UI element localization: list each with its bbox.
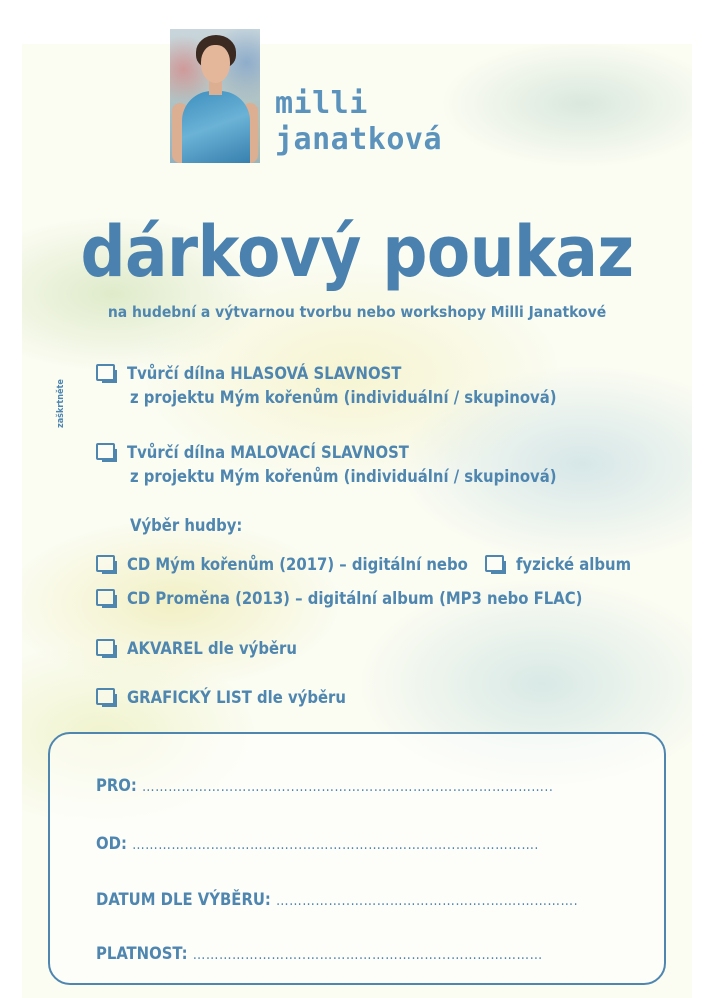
- voucher-subtitle: na hudební a výtvarnou tvorbu nebo workshopy Milli Janatkové: [107, 303, 607, 321]
- option-label: GRAFICKÝ LIST dle výběru: [127, 688, 346, 707]
- music-heading: Výběr hudby:: [130, 516, 243, 535]
- option-graficky-list[interactable]: [96, 686, 346, 710]
- photo-dress: [182, 91, 250, 163]
- option-malovaci-slavnost[interactable]: [96, 441, 557, 489]
- option-label: CD Proměna (2013) – digitální album (MP3 nebo FLAC): [127, 589, 583, 608]
- checkbox-physical[interactable]: [485, 555, 504, 572]
- option-akvarel[interactable]: [96, 637, 297, 661]
- option-cd-mym-korenum[interactable]: [96, 553, 631, 577]
- option-label: AKVAREL dle výběru: [127, 639, 297, 658]
- checkbox[interactable]: [96, 364, 115, 381]
- field-pro-label: PRO:: [96, 776, 137, 795]
- option-label-physical: fyzické album: [515, 555, 632, 574]
- checkbox[interactable]: [96, 555, 115, 572]
- field-od-line[interactable]: ………………………………...……………………………..……………….: [132, 837, 539, 853]
- brand-last-name: janatková: [275, 122, 443, 157]
- checkbox[interactable]: [96, 589, 115, 606]
- field-datum-label: DATUM DLE VÝBĚRU:: [96, 890, 271, 909]
- field-platnost-label: PLATNOST:: [96, 944, 188, 963]
- brand-first-name: milli: [275, 86, 368, 121]
- option-sublabel: z projektu Mým kořenům (individuální / skupinová): [130, 467, 557, 486]
- option-sublabel: z projektu Mým kořenům (individuální / skupinová): [130, 388, 557, 407]
- portrait-photo: [170, 29, 260, 163]
- field-pro-line[interactable]: ……………………………..…………………………...……………………..: [142, 779, 554, 795]
- checkbox[interactable]: [96, 688, 115, 705]
- option-label: Tvůrčí dílna HLASOVÁ SLAVNOST: [127, 364, 402, 383]
- field-platnost[interactable]: [96, 944, 543, 963]
- brand-name: [275, 86, 442, 158]
- option-label: CD Mým kořenům (2017) – digitální nebo: [127, 555, 468, 574]
- field-datum[interactable]: [96, 890, 578, 909]
- voucher-title: dárkový poukaz: [80, 211, 634, 293]
- field-platnost-line[interactable]: ……………………..…………………………...…………………: [192, 947, 543, 963]
- option-cd-promena[interactable]: [96, 587, 582, 611]
- checkbox[interactable]: [96, 639, 115, 656]
- field-pro[interactable]: [96, 776, 553, 795]
- field-od-label: OD:: [96, 834, 127, 853]
- option-hlasova-slavnost[interactable]: [96, 362, 557, 410]
- field-od[interactable]: [96, 834, 539, 853]
- check-hint-vertical: zaškrtněte: [56, 379, 66, 428]
- option-label: Tvůrčí dílna MALOVACÍ SLAVNOST: [127, 443, 409, 462]
- photo-face: [201, 45, 230, 83]
- field-datum-line[interactable]: ……………..…………………………..…….………….: [276, 893, 579, 909]
- recipient-form-card: [48, 732, 666, 985]
- checkbox[interactable]: [96, 443, 115, 460]
